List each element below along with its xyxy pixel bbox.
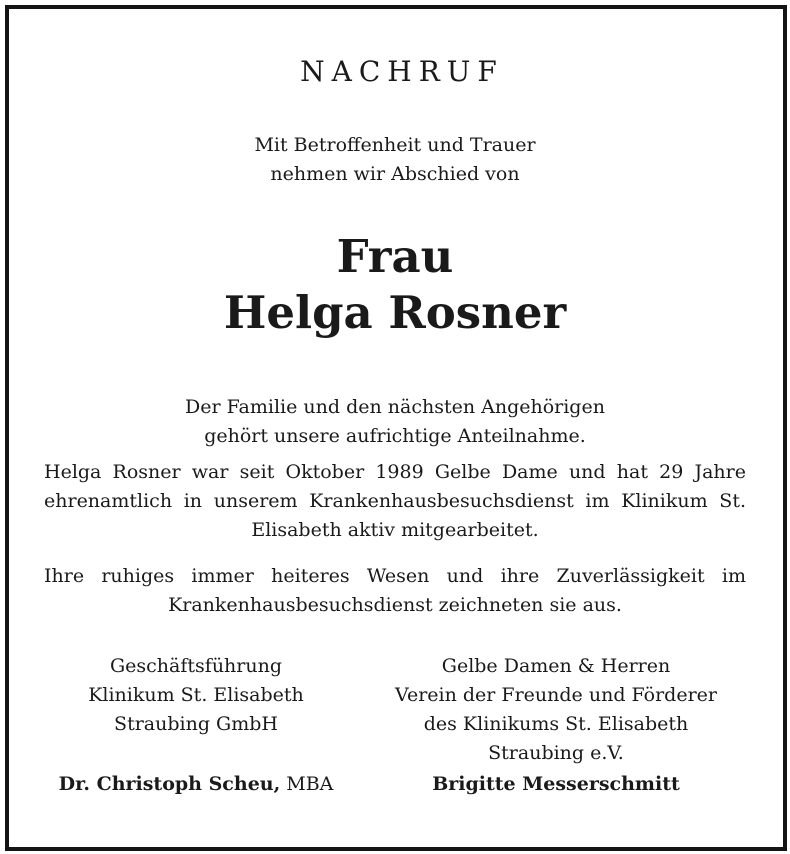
right-organization bbox=[360, 652, 752, 768]
intro-line-2: nehmen wir Abschied von bbox=[270, 163, 520, 185]
left-organization bbox=[40, 652, 352, 739]
right-org-line-2: Verein der Freunde und Förderer bbox=[394, 684, 718, 706]
right-org-line-1: Gelbe Damen & Herren bbox=[441, 655, 671, 677]
left-signer bbox=[40, 770, 352, 799]
left-org-line-1: Geschäftsführung bbox=[109, 655, 283, 677]
deceased-fullname: Helga Rosner bbox=[223, 286, 567, 339]
condolence-line-2: gehört unsere aufrichtige Anteilnahme. bbox=[204, 425, 586, 447]
left-signer-suffix: MBA bbox=[280, 773, 334, 795]
right-org-line-3: des Klinikums St. Elisabeth bbox=[423, 713, 689, 735]
tribute-paragraph-2: Ihre ruhiges immer heiteres Wesen und ihre Zuverlässigkeit im Krankenhausbesuchsdienst zeichneten sie aus. bbox=[44, 565, 746, 616]
tribute-paragraph-1: Helga Rosner war seit Oktober 1989 Gelbe Dame und hat 29 Jahre ehrenamtlich in unserem Krankenhausbesuchsdienst im Klinikum St. Elisabeth aktiv mitgearbeitet. bbox=[44, 461, 746, 541]
left-org-line-3: Straubing GmbH bbox=[114, 713, 278, 735]
condolence-text bbox=[0, 393, 790, 451]
intro-text bbox=[0, 131, 790, 189]
left-org-line-2: Klinikum St. Elisabeth bbox=[88, 684, 304, 706]
deceased-title: Frau bbox=[336, 230, 454, 283]
obituary-heading: NACHRUF bbox=[300, 55, 504, 88]
right-signer: Brigitte Messerschmitt bbox=[432, 773, 680, 795]
right-org-line-4: Straubing e.V. bbox=[488, 742, 624, 764]
deceased-name bbox=[0, 229, 790, 341]
left-signer-name: Dr. Christoph Scheu, bbox=[58, 773, 281, 795]
condolence-line-1: Der Familie und den nächsten Angehörigen bbox=[185, 396, 605, 418]
intro-line-1: Mit Betroffenheit und Trauer bbox=[254, 134, 536, 156]
